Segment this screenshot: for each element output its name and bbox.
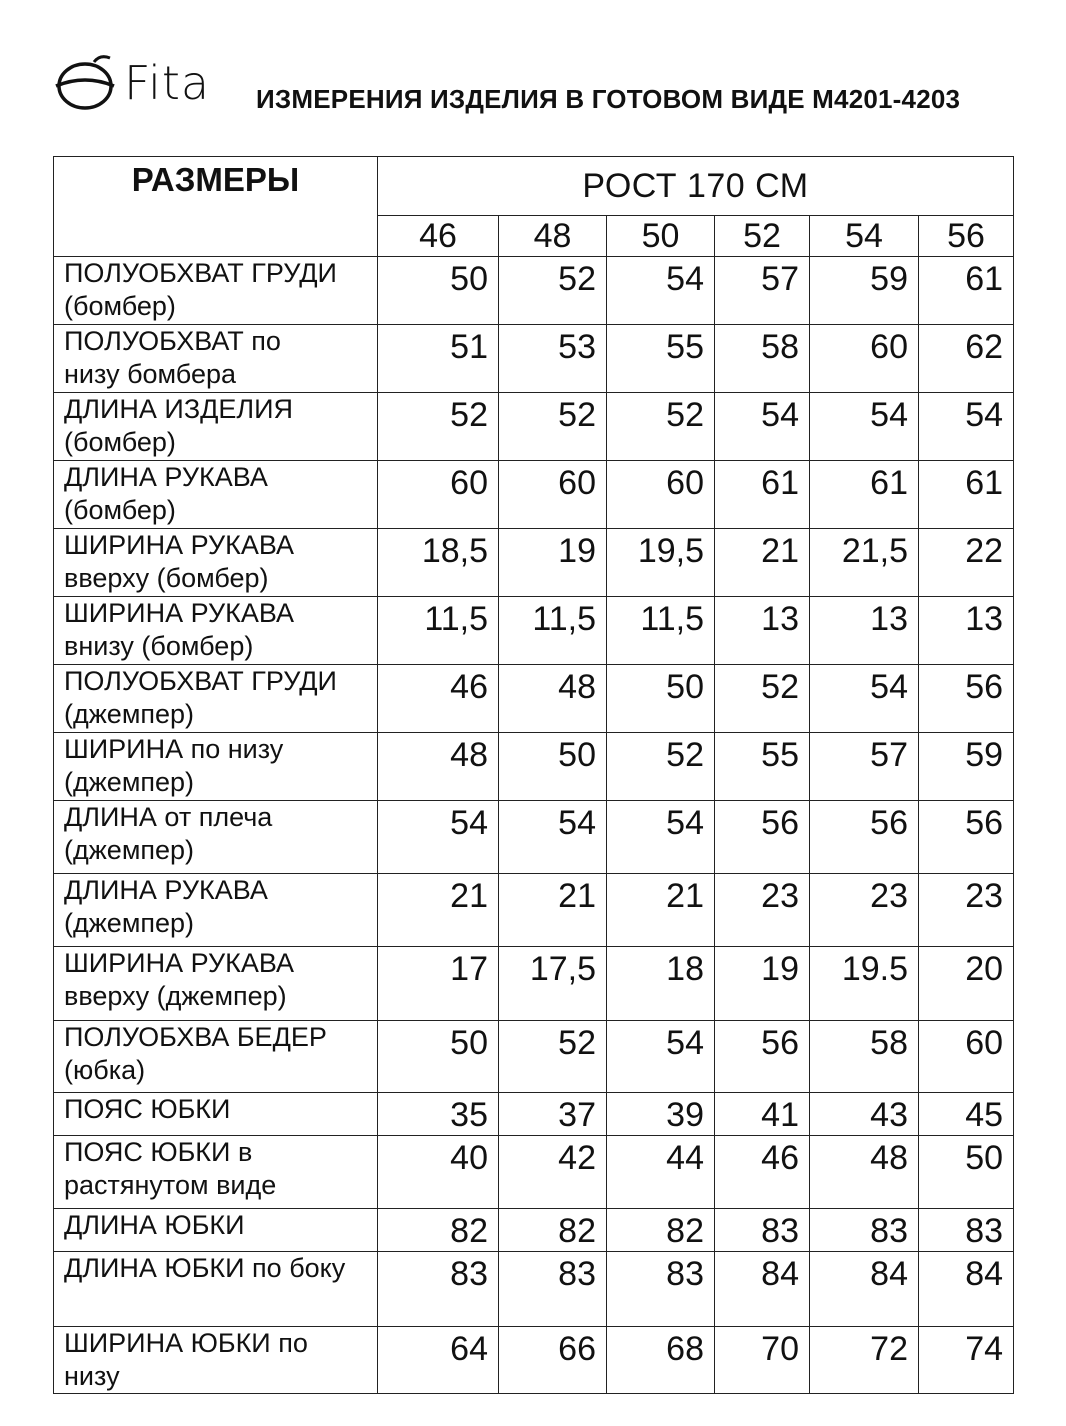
measurement-label-line1: ПОЛУОБХВАТ ГРУДИ — [64, 258, 337, 288]
measurement-value: 82 — [607, 1209, 715, 1252]
measurement-label-line1: ШИРИНА РУКАВА — [64, 948, 295, 978]
measurement-value: 39 — [607, 1093, 715, 1136]
measurement-value: 19 — [715, 947, 810, 1021]
measurement-label — [54, 257, 378, 325]
table-row — [54, 257, 1014, 325]
measurement-value: 48 — [810, 1136, 919, 1209]
measurement-value: 83 — [919, 1209, 1014, 1252]
measurement-value: 11,5 — [607, 597, 715, 665]
measurement-label — [54, 1136, 378, 1209]
measurement-value: 59 — [919, 733, 1014, 801]
measurement-value: 19,5 — [607, 529, 715, 597]
measurement-value: 23 — [810, 874, 919, 947]
measurement-label-line1: ДЛИНА от плеча — [64, 802, 273, 832]
measurement-value: 68 — [607, 1327, 715, 1394]
measurement-label-line2: (джемпер) — [64, 835, 195, 865]
table-row — [54, 597, 1014, 665]
measurement-label — [54, 1021, 378, 1093]
table-row — [54, 947, 1014, 1021]
measurement-value: 40 — [378, 1136, 499, 1209]
measurement-value: 57 — [715, 257, 810, 325]
table-row — [54, 1136, 1014, 1209]
measurement-value: 46 — [715, 1136, 810, 1209]
measurement-label — [54, 393, 378, 461]
measurement-value: 54 — [715, 393, 810, 461]
measurement-label-line2: вверху (бомбер) — [64, 563, 269, 593]
measurement-value: 72 — [810, 1327, 919, 1394]
measurement-label — [54, 461, 378, 529]
measurement-value: 58 — [715, 325, 810, 393]
measurement-value: 48 — [378, 733, 499, 801]
measurement-value: 50 — [378, 257, 499, 325]
measurement-label-line1: ПОЛУОБХВАТ по — [64, 326, 281, 356]
measurement-label — [54, 1327, 378, 1394]
measurement-label-line2: растянутом виде — [64, 1170, 277, 1200]
measurement-value: 19 — [499, 529, 607, 597]
measurement-value: 23 — [715, 874, 810, 947]
measurement-value: 11,5 — [378, 597, 499, 665]
measurement-label — [54, 1252, 378, 1327]
measurement-value: 84 — [919, 1252, 1014, 1327]
table-row — [54, 874, 1014, 947]
measurement-label-line1: ПОЯС ЮБКИ — [64, 1094, 231, 1124]
measurement-value: 84 — [715, 1252, 810, 1327]
measurement-value: 60 — [499, 461, 607, 529]
sizes-header: РАЗМЕРЫ — [54, 157, 378, 257]
measurement-value: 50 — [919, 1136, 1014, 1209]
measurement-value: 59 — [810, 257, 919, 325]
measurement-value: 64 — [378, 1327, 499, 1394]
measurement-value: 84 — [810, 1252, 919, 1327]
measurement-label-line1: ПОЛУОБХВАТ ГРУДИ — [64, 666, 337, 696]
measurement-value: 50 — [499, 733, 607, 801]
measurement-value: 56 — [919, 801, 1014, 874]
measurement-value: 83 — [499, 1252, 607, 1327]
table-row — [54, 461, 1014, 529]
measurement-label-line1: ШИРИНА ЮБКИ по — [64, 1328, 308, 1358]
measurement-value: 54 — [607, 1021, 715, 1093]
table-row — [54, 1093, 1014, 1136]
measurement-value: 19.5 — [810, 947, 919, 1021]
measurement-label-line2: низу — [64, 1361, 120, 1391]
measurement-label-line2: (джемпер) — [64, 699, 195, 729]
measurement-value: 50 — [378, 1021, 499, 1093]
measurement-value: 58 — [810, 1021, 919, 1093]
size-header: 48 — [499, 216, 607, 257]
size-header: 56 — [919, 216, 1014, 257]
measurement-value: 57 — [810, 733, 919, 801]
brand-name: Fita — [124, 56, 211, 110]
size-header: 54 — [810, 216, 919, 257]
measurement-value: 54 — [378, 801, 499, 874]
measurement-value: 60 — [607, 461, 715, 529]
measurement-label — [54, 733, 378, 801]
measurement-value: 60 — [810, 325, 919, 393]
table-row — [54, 1252, 1014, 1327]
measurement-value: 23 — [919, 874, 1014, 947]
measurement-label-line1: ШИРИНА РУКАВА — [64, 530, 295, 560]
measurement-value: 35 — [378, 1093, 499, 1136]
measurement-value: 56 — [919, 665, 1014, 733]
measurement-value: 55 — [715, 733, 810, 801]
measurement-label — [54, 947, 378, 1021]
page-title: ИЗМЕРЕНИЯ ИЗДЕЛИЯ В ГОТОВОМ ВИДЕ М4201-4203 — [256, 84, 961, 114]
table-row — [54, 665, 1014, 733]
measurement-label — [54, 1209, 378, 1252]
measurement-value: 54 — [919, 393, 1014, 461]
measurement-value: 43 — [810, 1093, 919, 1136]
measurement-value: 66 — [499, 1327, 607, 1394]
table-row — [54, 529, 1014, 597]
table-row — [54, 1327, 1014, 1394]
measurement-label — [54, 1093, 378, 1136]
measurement-value: 61 — [919, 461, 1014, 529]
measurement-value: 52 — [715, 665, 810, 733]
table-row — [54, 1021, 1014, 1093]
measurement-label-line1: ШИРИНА РУКАВА — [64, 598, 295, 628]
measurement-label-line2: (бомбер) — [64, 495, 176, 525]
measurement-value: 70 — [715, 1327, 810, 1394]
measurement-label-line2: вверху (джемпер) — [64, 981, 287, 1011]
measurement-value: 60 — [919, 1021, 1014, 1093]
table-row — [54, 393, 1014, 461]
measurement-value: 20 — [919, 947, 1014, 1021]
measurement-label-line2: (джемпер) — [64, 908, 195, 938]
measurement-value: 54 — [499, 801, 607, 874]
measurement-value: 74 — [919, 1327, 1014, 1394]
measurement-label-line2: внизу (бомбер) — [64, 631, 254, 661]
measurement-value: 52 — [499, 257, 607, 325]
measurement-label — [54, 665, 378, 733]
measurement-value: 41 — [715, 1093, 810, 1136]
measurement-value: 54 — [607, 257, 715, 325]
measurement-value: 21,5 — [810, 529, 919, 597]
measurement-label — [54, 325, 378, 393]
measurement-value: 46 — [378, 665, 499, 733]
table-row — [54, 733, 1014, 801]
measurement-value: 37 — [499, 1093, 607, 1136]
measurement-value: 17 — [378, 947, 499, 1021]
measurement-value: 21 — [715, 529, 810, 597]
measurement-value: 45 — [919, 1093, 1014, 1136]
measurement-label-line1: ДЛИНА ЮБКИ по боку — [64, 1253, 346, 1283]
measurement-value: 54 — [810, 665, 919, 733]
measurement-value: 56 — [810, 801, 919, 874]
measurement-value: 18 — [607, 947, 715, 1021]
measurement-value: 60 — [378, 461, 499, 529]
measurement-label-line1: ДЛИНА РУКАВА — [64, 875, 268, 905]
measurement-value: 17,5 — [499, 947, 607, 1021]
measurement-label — [54, 874, 378, 947]
measurement-value: 51 — [378, 325, 499, 393]
size-header: 52 — [715, 216, 810, 257]
measurement-value: 83 — [715, 1209, 810, 1252]
table-row — [54, 325, 1014, 393]
measurement-value: 50 — [607, 665, 715, 733]
measurement-value: 13 — [810, 597, 919, 665]
measurement-label — [54, 597, 378, 665]
measurement-label-line2: (юбка) — [64, 1055, 146, 1085]
table-row — [54, 801, 1014, 874]
measurement-value: 83 — [607, 1252, 715, 1327]
measurement-value: 52 — [499, 1021, 607, 1093]
measurement-value: 52 — [607, 733, 715, 801]
measurement-label-line1: ПОЛУОБХВА БЕДЕР — [64, 1022, 327, 1052]
measurement-value: 21 — [378, 874, 499, 947]
measurement-label-line1: ДЛИНА РУКАВА — [64, 462, 268, 492]
measurement-label-line2: (джемпер) — [64, 767, 195, 797]
fita-logo-icon — [54, 52, 116, 114]
measurement-value: 22 — [919, 529, 1014, 597]
measurement-label-line1: ДЛИНА ИЗДЕЛИЯ — [64, 394, 294, 424]
measurement-label-line2: (бомбер) — [64, 291, 176, 321]
size-header: 50 — [607, 216, 715, 257]
measurement-value: 54 — [607, 801, 715, 874]
measurement-value: 83 — [378, 1252, 499, 1327]
measurement-value: 56 — [715, 801, 810, 874]
measurement-value: 61 — [810, 461, 919, 529]
measurement-value: 61 — [919, 257, 1014, 325]
measurements-table — [53, 156, 1014, 1394]
measurement-value: 82 — [499, 1209, 607, 1252]
measurement-value: 48 — [499, 665, 607, 733]
measurement-value: 52 — [607, 393, 715, 461]
measurement-label-line2: низу бомбера — [64, 359, 237, 389]
measurement-label — [54, 529, 378, 597]
size-header: 46 — [378, 216, 499, 257]
measurement-value: 56 — [715, 1021, 810, 1093]
measurement-value: 18,5 — [378, 529, 499, 597]
measurement-value: 54 — [810, 393, 919, 461]
measurement-label — [54, 801, 378, 874]
measurement-label-line1: ШИРИНА по низу — [64, 734, 284, 764]
brand-logo — [54, 52, 210, 114]
measurement-label-line2: (бомбер) — [64, 427, 176, 457]
table-row — [54, 1209, 1014, 1252]
measurement-label-line1: ДЛИНА ЮБКИ — [64, 1210, 245, 1240]
measurement-value: 82 — [378, 1209, 499, 1252]
measurement-label-line1: ПОЯС ЮБКИ в — [64, 1137, 253, 1167]
measurement-value: 53 — [499, 325, 607, 393]
measurement-value: 52 — [499, 393, 607, 461]
measurement-value: 83 — [810, 1209, 919, 1252]
measurement-value: 44 — [607, 1136, 715, 1209]
measurement-value: 42 — [499, 1136, 607, 1209]
measurement-value: 55 — [607, 325, 715, 393]
height-header: РОСТ 170 СМ — [378, 157, 1014, 216]
measurement-value: 52 — [378, 393, 499, 461]
measurement-value: 62 — [919, 325, 1014, 393]
measurement-value: 13 — [715, 597, 810, 665]
measurement-value: 11,5 — [499, 597, 607, 665]
measurement-value: 13 — [919, 597, 1014, 665]
measurement-value: 61 — [715, 461, 810, 529]
measurement-value: 21 — [607, 874, 715, 947]
measurement-value: 21 — [499, 874, 607, 947]
